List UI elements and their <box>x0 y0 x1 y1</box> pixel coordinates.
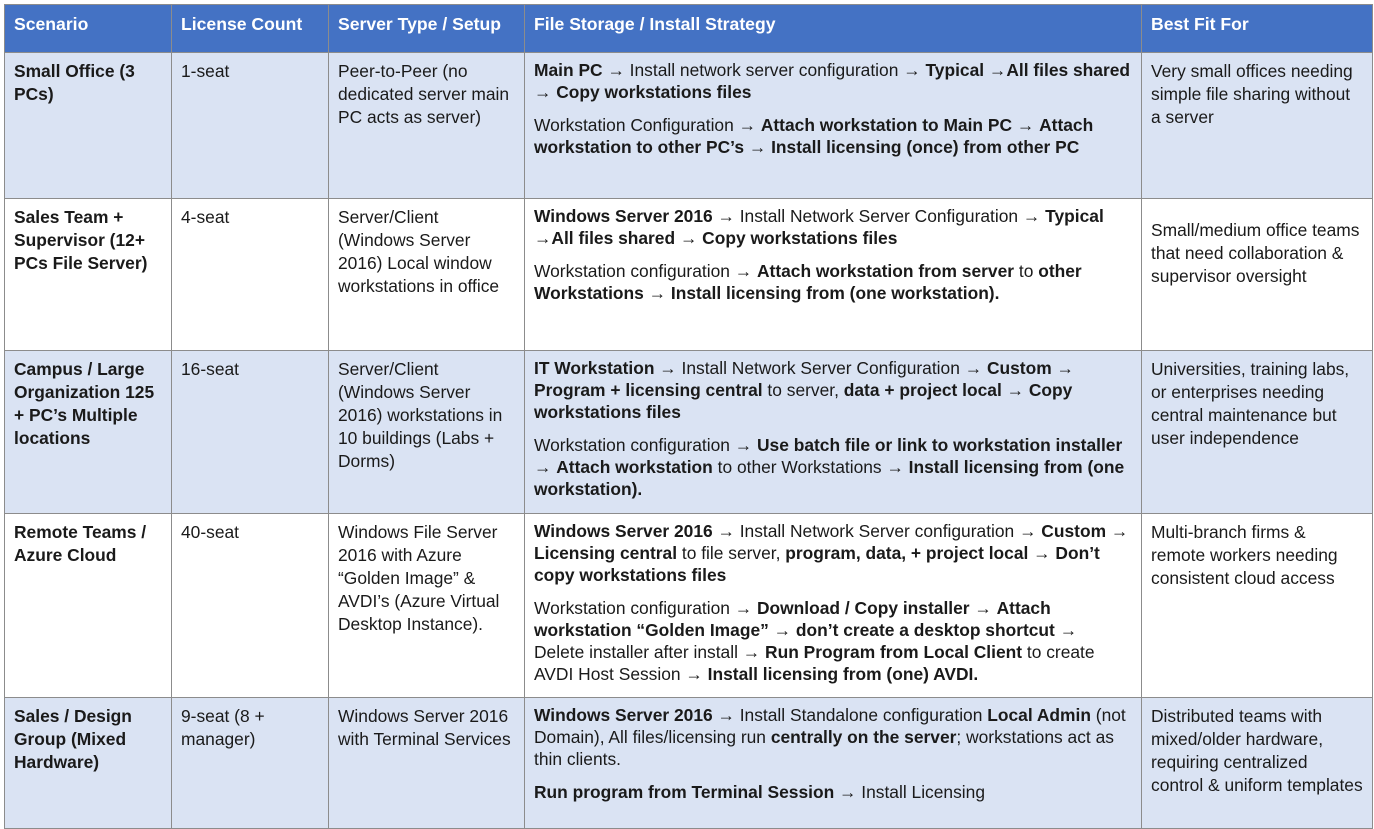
server-cell: Server/Client (Windows Server 2016) Local window workstations in office <box>329 199 525 351</box>
table-row <box>5 53 1373 199</box>
table-row <box>5 514 1373 698</box>
strategy-bold-text: Program + licensing central <box>534 380 763 400</box>
strategy-text: → Install network server configuration → <box>602 60 926 80</box>
best-fit-cell: Universities, training labs, or enterprises needing central maintenance but user independence <box>1142 351 1373 514</box>
strategy-bold-text: Windows Server 2016 <box>534 705 713 725</box>
strategy-paragraph <box>534 114 1132 158</box>
strategy-bold-text: other Workstations <box>534 261 1082 303</box>
strategy-bold-text: Download / Copy installer <box>756 598 970 618</box>
strategy-text: → <box>984 60 1007 80</box>
scenario-cell: Sales / Design Group (Mixed Hardware) <box>5 698 172 829</box>
server-cell: Windows Server 2016 with Terminal Services <box>329 698 525 829</box>
strategy-paragraph <box>534 59 1132 103</box>
header-row <box>5 5 1373 53</box>
strategy-bold-text: Typical <box>925 60 985 80</box>
strategy-cell <box>525 514 1142 698</box>
strategy-bold-text: centrally on the server <box>770 727 957 747</box>
strategy-bold-text: Install licensing from (one workstation). <box>670 283 1000 303</box>
license-cell: 16-seat <box>172 351 329 514</box>
strategy-bold-text: Use batch file or link to workstation installer <box>756 435 1123 455</box>
best-fit-cell: Small/medium office teams that need collaboration & supervisor oversight <box>1142 199 1373 351</box>
strategy-text: to file server, <box>677 543 786 563</box>
strategy-text: → <box>1012 115 1040 135</box>
strategy-text: → <box>1051 358 1074 378</box>
strategy-text: Workstation configuration → <box>534 261 757 281</box>
strategy-text: (not Domain), All files/licensing run <box>534 705 1126 747</box>
strategy-text: → <box>1001 380 1029 400</box>
strategy-text: → Install Network Server configuration → <box>712 521 1042 541</box>
strategy-bold-text: Main PC <box>534 60 603 80</box>
best-fit-cell: Distributed teams with mixed/older hardware, requiring centralized control & uniform templates <box>1142 698 1373 829</box>
strategy-bold-text: Windows Server 2016 <box>534 206 713 226</box>
strategy-text: → <box>534 457 557 477</box>
strategy-bold-text: IT Workstation <box>534 358 655 378</box>
scenario-cell: Campus / Large Organization 125 + PC’s Multiple locations <box>5 351 172 514</box>
strategy-paragraph <box>534 781 1132 803</box>
strategy-cell <box>525 351 1142 514</box>
table-row <box>5 698 1373 829</box>
strategy-text: Workstation configuration → <box>534 435 757 455</box>
strategy-paragraph <box>534 704 1132 770</box>
header-license-count: License Count <box>172 5 329 53</box>
header-best-fit: Best Fit For <box>1142 5 1373 53</box>
strategy-bold-text: Copy workstations files <box>534 380 1073 422</box>
table-row <box>5 199 1373 351</box>
strategy-cell <box>525 53 1142 199</box>
license-cell: 4-seat <box>172 199 329 351</box>
scenario-table <box>4 4 1373 829</box>
strategy-bold-text: Licensing central <box>534 543 678 563</box>
strategy-bold-text: Attach workstation “Golden Image” <box>534 598 1051 640</box>
strategy-bold-text: Windows Server 2016 <box>534 521 713 541</box>
strategy-bold-text: Attach workstation from server <box>756 261 1015 281</box>
strategy-text: → Install Licensing <box>834 782 985 802</box>
strategy-text: → <box>768 620 796 640</box>
strategy-bold-text: Don’t copy workstations files <box>534 543 1100 585</box>
license-cell: 40-seat <box>172 514 329 698</box>
strategy-paragraph <box>534 520 1132 586</box>
strategy-text: → <box>643 283 671 303</box>
scenario-cell: Sales Team + Supervisor (12+ PCs File Server) <box>5 199 172 351</box>
strategy-text: → <box>1028 543 1056 563</box>
strategy-text: to <box>1014 261 1039 281</box>
strategy-bold-text: Run program from Terminal Session <box>534 782 835 802</box>
strategy-text: to create AVDI Host Session → <box>534 642 1095 684</box>
strategy-paragraph <box>534 597 1132 685</box>
strategy-bold-text: Attach workstation <box>556 457 713 477</box>
strategy-text: → Install Network Server Configuration → <box>712 206 1046 226</box>
license-cell: 1-seat <box>172 53 329 199</box>
header-server-type: Server Type / Setup <box>329 5 525 53</box>
strategy-text: → Install Network Server Configuration → <box>654 358 987 378</box>
strategy-bold-text: Copy workstations files <box>556 82 752 102</box>
server-cell: Windows File Server 2016 with Azure “Golden Image” & AVDI’s (Azure Virtual Desktop Instance). <box>329 514 525 698</box>
strategy-text: → <box>534 228 552 248</box>
strategy-paragraph <box>534 357 1132 423</box>
header-scenario: Scenario <box>5 5 172 53</box>
strategy-bold-text: Attach workstation to Main PC <box>760 115 1013 135</box>
strategy-bold-text: Custom <box>986 358 1052 378</box>
strategy-text: Workstation configuration → <box>534 598 757 618</box>
table-row <box>5 351 1373 514</box>
strategy-bold-text: data + project local <box>843 380 1002 400</box>
strategy-bold-text: program, data, + project local <box>785 543 1029 563</box>
strategy-bold-text: Typical <box>1045 206 1104 226</box>
strategy-text: ; workstations act as thin clients. <box>534 727 1114 769</box>
strategy-cell <box>525 698 1142 829</box>
strategy-bold-text: Attach workstation to other PC’s <box>534 115 1094 157</box>
best-fit-cell: Multi-branch firms & remote workers needing consistent cloud access <box>1142 514 1373 698</box>
license-cell: 9-seat (8 + manager) <box>172 698 329 829</box>
strategy-bold-text: Install licensing (once) from other PC <box>771 137 1080 157</box>
strategy-text: → Install Standalone configuration <box>712 705 988 725</box>
strategy-cell <box>525 199 1142 351</box>
strategy-text: to other Workstations → <box>712 457 909 477</box>
best-fit-cell: Very small offices needing simple file sharing without a server <box>1142 53 1373 199</box>
strategy-text: → <box>969 598 997 618</box>
strategy-paragraph <box>534 260 1132 304</box>
strategy-text: to server, <box>762 380 844 400</box>
header-install-strategy: File Storage / Install Strategy <box>525 5 1142 53</box>
strategy-paragraph <box>534 205 1132 249</box>
strategy-text: → <box>744 137 772 157</box>
strategy-text: → Delete installer after install → <box>534 620 1078 662</box>
server-cell: Server/Client (Windows Server 2016) workstations in 10 buildings (Labs + Dorms) <box>329 351 525 514</box>
strategy-bold-text: Custom <box>1041 521 1107 541</box>
strategy-bold-text: Install licensing from (one workstation). <box>534 457 1125 499</box>
server-cell: Peer-to-Peer (no dedicated server main PC acts as server) <box>329 53 525 199</box>
strategy-text: → <box>534 82 557 102</box>
strategy-bold-text: Install licensing from (one) AVDI. <box>707 664 979 684</box>
strategy-paragraph <box>534 434 1132 500</box>
scenario-cell: Remote Teams / Azure Cloud <box>5 514 172 698</box>
strategy-bold-text: All files shared <box>551 228 676 248</box>
strategy-text: → <box>1106 521 1129 541</box>
strategy-bold-text: Local Admin <box>987 705 1091 725</box>
strategy-bold-text: Copy workstations files <box>702 228 898 248</box>
strategy-text: → <box>675 228 703 248</box>
strategy-bold-text: don’t create a desktop shortcut <box>795 620 1055 640</box>
strategy-text: Workstation Configuration → <box>534 115 761 135</box>
scenario-cell: Small Office (3 PCs) <box>5 53 172 199</box>
strategy-bold-text: Run Program from Local Client <box>765 642 1023 662</box>
strategy-bold-text: All files shared <box>1006 60 1131 80</box>
